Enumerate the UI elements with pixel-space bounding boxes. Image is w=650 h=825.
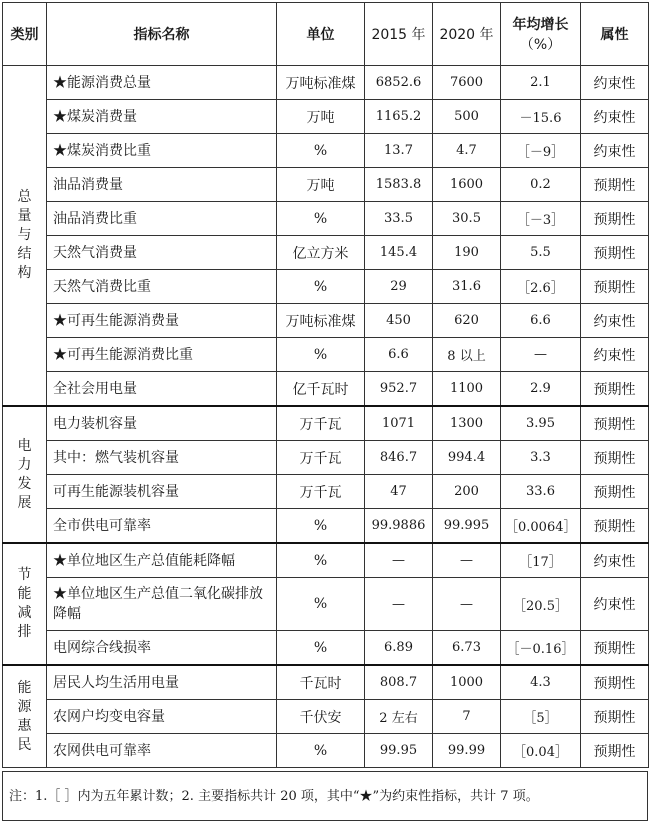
table-row (3, 406, 649, 441)
value-2015: 808.7 (365, 665, 433, 700)
header-2015: 2015 年 (365, 3, 433, 66)
indicator-name: 电网综合线损率 (47, 631, 277, 666)
value-2020: 7 (433, 700, 501, 734)
unit-cell: % (277, 734, 365, 768)
growth-cell: 5.5 (501, 236, 581, 270)
value-2020: 1000 (433, 665, 501, 700)
table-row (3, 631, 649, 666)
unit-cell: % (277, 509, 365, 544)
growth-cell: 4.3 (501, 665, 581, 700)
attribute-cell: 约束性 (581, 100, 649, 134)
value-2020: 30.5 (433, 202, 501, 236)
value-2015: 846.7 (365, 441, 433, 475)
growth-cell: 6.6 (501, 304, 581, 338)
value-2015: 29 (365, 270, 433, 304)
value-2020: 4.7 (433, 134, 501, 168)
table-row (3, 734, 649, 768)
value-2020: 6.73 (433, 631, 501, 666)
value-2020: 1600 (433, 168, 501, 202)
attribute-cell: 约束性 (581, 134, 649, 168)
attribute-cell: 预期性 (581, 700, 649, 734)
value-2020: 99.995 (433, 509, 501, 544)
growth-cell: ［－0.16］ (501, 631, 581, 666)
table-row (3, 372, 649, 407)
growth-cell: ［17］ (501, 543, 581, 578)
growth-cell: 2.9 (501, 372, 581, 407)
table-row (3, 475, 649, 509)
value-2015: 99.95 (365, 734, 433, 768)
value-2015: 1165.2 (365, 100, 433, 134)
value-2020: — (433, 578, 501, 631)
table-row (3, 543, 649, 578)
indicator-name: ★能源消费总量 (47, 66, 277, 100)
attribute-cell: 预期性 (581, 406, 649, 441)
value-2020: 7600 (433, 66, 501, 100)
indicator-name: 农网供电可靠率 (47, 734, 277, 768)
unit-cell: 万吨标准煤 (277, 304, 365, 338)
indicator-name: ★煤炭消费比重 (47, 134, 277, 168)
attribute-cell: 预期性 (581, 509, 649, 544)
attribute-cell: 约束性 (581, 304, 649, 338)
indicator-name: 其中：燃气装机容量 (47, 441, 277, 475)
header-attr: 属性 (581, 3, 649, 66)
indicator-name: 电力装机容量 (47, 406, 277, 441)
value-2015: 6.89 (365, 631, 433, 666)
category-cell (3, 406, 47, 543)
growth-cell: 2.1 (501, 66, 581, 100)
indicator-name: ★可再生能源消费比重 (47, 338, 277, 372)
indicator-name: ★可再生能源消费量 (47, 304, 277, 338)
header-category: 类别 (3, 3, 47, 66)
value-2015: 47 (365, 475, 433, 509)
table-row (3, 304, 649, 338)
table-body (3, 66, 649, 768)
value-2015: 145.4 (365, 236, 433, 270)
value-2020: 8 以上 (433, 338, 501, 372)
value-2015: 1071 (365, 406, 433, 441)
table-row (3, 578, 649, 631)
category-label: 总量与结构 (17, 189, 32, 281)
growth-cell: 3.3 (501, 441, 581, 475)
category-label: 能源惠民 (17, 679, 32, 753)
growth-cell: — (501, 338, 581, 372)
header-growth-label: 年均增长 (512, 17, 569, 33)
value-2015: 450 (365, 304, 433, 338)
unit-cell: % (277, 631, 365, 666)
value-2015: 99.9886 (365, 509, 433, 544)
table-row (3, 441, 649, 475)
table-row (3, 134, 649, 168)
table-row (3, 338, 649, 372)
unit-cell: 万千瓦 (277, 441, 365, 475)
value-2020: 200 (433, 475, 501, 509)
table-row (3, 168, 649, 202)
indicator-name: ★单位地区生产总值能耗降幅 (47, 543, 277, 578)
indicator-name: 全市供电可靠率 (47, 509, 277, 544)
energy-indicator-table (2, 2, 649, 768)
value-2020: 99.99 (433, 734, 501, 768)
value-2015: 33.5 (365, 202, 433, 236)
indicator-name: 天然气消费量 (47, 236, 277, 270)
growth-cell: ［0.04］ (501, 734, 581, 768)
unit-cell: 千伏安 (277, 700, 365, 734)
table-row (3, 100, 649, 134)
growth-cell: 3.95 (501, 406, 581, 441)
attribute-cell: 预期性 (581, 441, 649, 475)
category-label: 电力发展 (17, 437, 32, 511)
indicator-name: 天然气消费比重 (47, 270, 277, 304)
value-2020: 994.4 (433, 441, 501, 475)
value-2020: 1100 (433, 372, 501, 407)
growth-cell: ［5］ (501, 700, 581, 734)
unit-cell: % (277, 338, 365, 372)
growth-cell: 0.2 (501, 168, 581, 202)
value-2015: 952.7 (365, 372, 433, 407)
value-2015: 1583.8 (365, 168, 433, 202)
indicator-name: ★煤炭消费量 (47, 100, 277, 134)
attribute-cell: 预期性 (581, 475, 649, 509)
value-2020: 500 (433, 100, 501, 134)
unit-cell: % (277, 202, 365, 236)
indicator-name: 油品消费比重 (47, 202, 277, 236)
unit-cell: 万千瓦 (277, 475, 365, 509)
header-unit: 单位 (277, 3, 365, 66)
table-row (3, 509, 649, 544)
growth-cell: ［2.6］ (501, 270, 581, 304)
value-2015: 6852.6 (365, 66, 433, 100)
unit-cell: % (277, 134, 365, 168)
growth-cell: ［0.0064］ (501, 509, 581, 544)
category-label: 节能减排 (17, 567, 32, 640)
attribute-cell: 约束性 (581, 578, 649, 631)
indicator-name: 居民人均生活用电量 (47, 665, 277, 700)
attribute-cell: 预期性 (581, 372, 649, 407)
growth-cell: ［－9］ (501, 134, 581, 168)
growth-cell: 33.6 (501, 475, 581, 509)
attribute-cell: 预期性 (581, 236, 649, 270)
attribute-cell: 预期性 (581, 202, 649, 236)
unit-cell: % (277, 578, 365, 631)
category-cell (3, 543, 47, 665)
indicator-name: ★单位地区生产总值二氧化碳排放降幅 (47, 578, 277, 631)
value-2015: — (365, 578, 433, 631)
attribute-cell: 约束性 (581, 338, 649, 372)
unit-cell: % (277, 270, 365, 304)
attribute-cell: 预期性 (581, 270, 649, 304)
unit-cell: 万千瓦 (277, 406, 365, 441)
indicator-name: 可再生能源装机容量 (47, 475, 277, 509)
table-row (3, 665, 649, 700)
attribute-cell: 预期性 (581, 665, 649, 700)
attribute-cell: 约束性 (581, 543, 649, 578)
table-row (3, 202, 649, 236)
table-row (3, 66, 649, 100)
attribute-cell: 预期性 (581, 168, 649, 202)
table-row (3, 270, 649, 304)
table-row (3, 700, 649, 734)
header-growth (501, 3, 581, 66)
value-2020: — (433, 543, 501, 578)
unit-cell: 亿立方米 (277, 236, 365, 270)
unit-cell: 亿千瓦时 (277, 372, 365, 407)
growth-cell: ［－3］ (501, 202, 581, 236)
header-growth-unit: （%） (519, 37, 562, 53)
category-cell (3, 665, 47, 768)
value-2020: 31.6 (433, 270, 501, 304)
header-row (3, 3, 649, 66)
attribute-cell: 预期性 (581, 734, 649, 768)
table-row (3, 236, 649, 270)
value-2015: — (365, 543, 433, 578)
footnote: 注：1.［ ］内为五年累计数；2. 主要指标共计 20 项，其中“★”为约束性指标，共计 7 项。 (2, 771, 648, 821)
indicator-name: 油品消费量 (47, 168, 277, 202)
header-2020: 2020 年 (433, 3, 501, 66)
unit-cell: 万吨 (277, 168, 365, 202)
value-2015: 2 左右 (365, 700, 433, 734)
growth-cell: －15.6 (501, 100, 581, 134)
value-2020: 190 (433, 236, 501, 270)
value-2015: 13.7 (365, 134, 433, 168)
unit-cell: % (277, 543, 365, 578)
category-cell (3, 66, 47, 407)
value-2015: 6.6 (365, 338, 433, 372)
indicator-name: 全社会用电量 (47, 372, 277, 407)
indicator-name: 农网户均变电容量 (47, 700, 277, 734)
value-2020: 1300 (433, 406, 501, 441)
unit-cell: 万吨 (277, 100, 365, 134)
growth-cell: ［20.5］ (501, 578, 581, 631)
attribute-cell: 约束性 (581, 66, 649, 100)
unit-cell: 千瓦时 (277, 665, 365, 700)
value-2020: 620 (433, 304, 501, 338)
header-name: 指标名称 (47, 3, 277, 66)
unit-cell: 万吨标准煤 (277, 66, 365, 100)
attribute-cell: 预期性 (581, 631, 649, 666)
